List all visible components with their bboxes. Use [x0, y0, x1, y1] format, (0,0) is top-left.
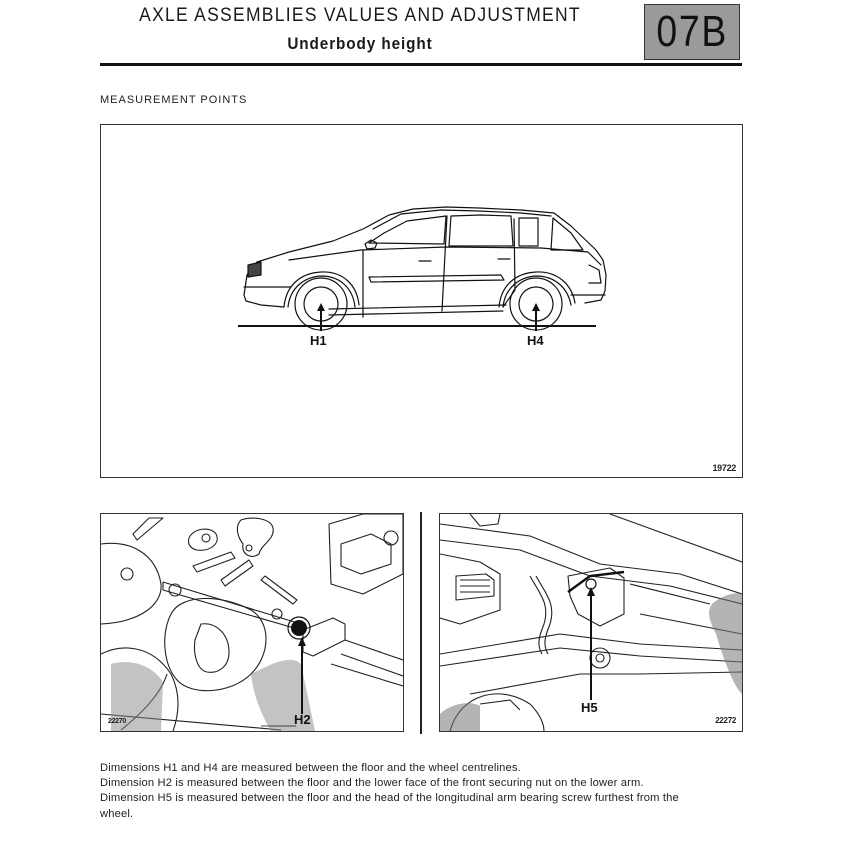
description-line: wheel.	[100, 807, 134, 820]
figure-ref-number: 19722	[712, 463, 736, 473]
section-code: 07B	[656, 7, 728, 56]
description-text	[100, 761, 750, 822]
figure-ref-number: 22270	[108, 718, 126, 725]
description-line: Dimensions H1 and H4 are measured between the floor and the wheel centrelines.	[100, 762, 521, 774]
description-line: Dimension H2 is measured between the floor and the lower face of the front securing nut on the lower arm.	[100, 777, 644, 790]
page-title: AXLE ASSEMBLIES VALUES AND ADJUSTMENT	[139, 5, 581, 26]
section-label: MEASUREMENT POINTS	[100, 94, 248, 106]
figure-car-side-view	[100, 124, 743, 478]
label-h5: H5	[581, 700, 598, 715]
rear-longitudinal-arm-illustration	[440, 514, 742, 731]
label-h4: H4	[527, 333, 544, 348]
front-lower-arm-illustration	[101, 514, 403, 731]
figure-divider	[420, 512, 422, 734]
label-h1: H1	[310, 333, 327, 348]
page-subtitle: Underbody height	[287, 34, 433, 53]
figure-rear-longitudinal-arm	[439, 513, 743, 732]
car-side-view-illustration	[101, 125, 742, 477]
description-line: Dimension H5 is measured between the floor and the head of the longitudinal arm bearing screw furthest from the	[100, 792, 679, 805]
header-rule	[100, 63, 742, 66]
section-code-badge	[644, 4, 740, 60]
figure-front-lower-arm	[100, 513, 404, 732]
figure-ref-number: 22272	[715, 716, 736, 725]
label-h2: H2	[294, 712, 311, 727]
